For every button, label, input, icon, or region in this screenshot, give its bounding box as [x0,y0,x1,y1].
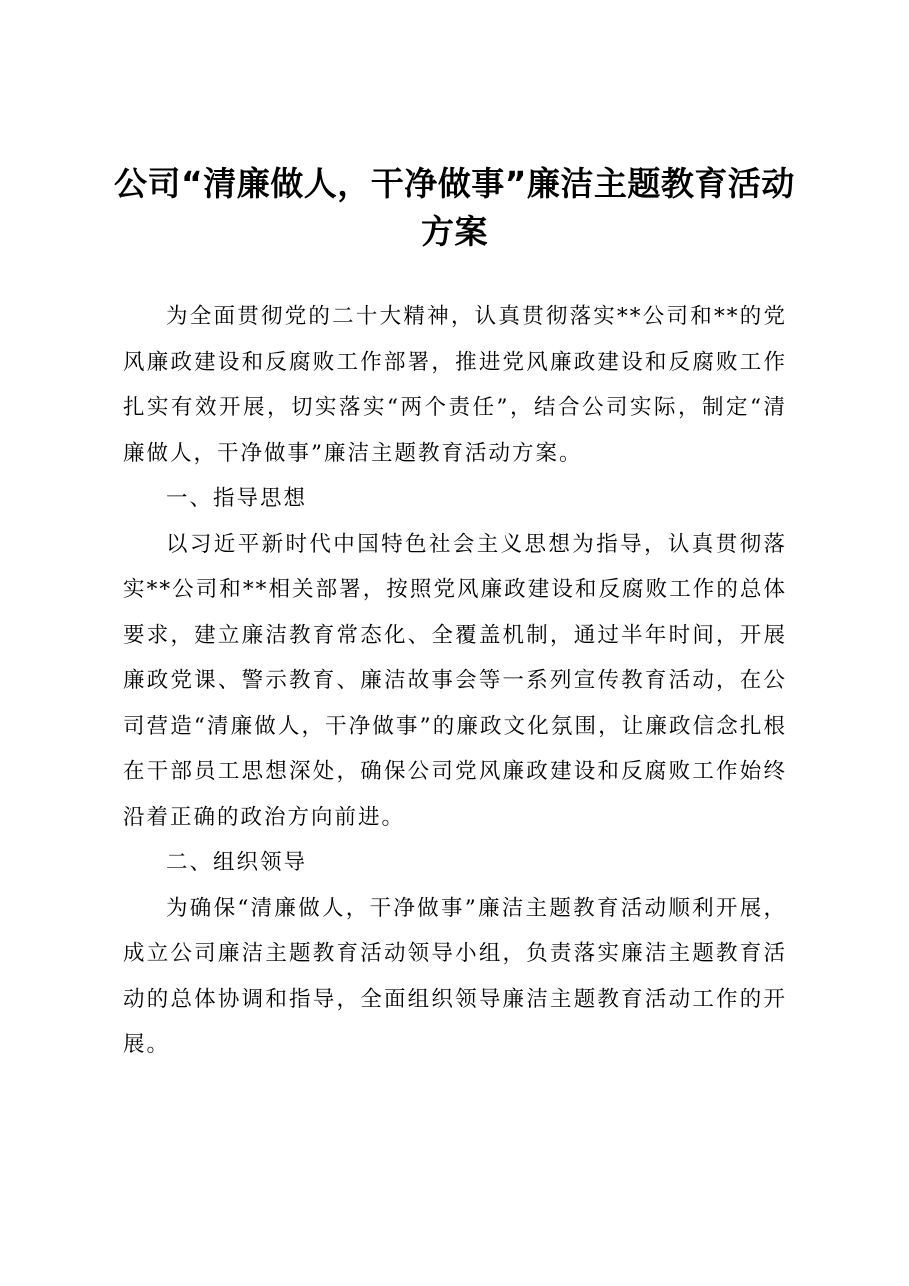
section-heading-organization: 二、组织领导 [166,850,308,875]
document-title: 公司“清廉做人，干净做事”廉洁主题教育活动方案 [114,164,795,251]
section-heading-guiding-ideology: 一、指导思想 [166,486,308,511]
intro-paragraph: 为全面贯彻党的二十大精神，认真贯彻落实**公司和**的党风廉政建设和反腐败工作部署，推进党风廉政建设和反腐败工作扎实有效开展，切实落实“两个责任”，结合公司实际，制定“清廉做人，干净做事”廉洁主题教育活动方案。 [123,304,787,466]
guiding-ideology-paragraph: 以习近平新时代中国特色社会主义思想为指导，认真贯彻落实**公司和**相关部署，按照党风廉政建设和反腐败工作的总体要求，建立廉洁教育常态化、全覆盖机制，通过半年时间，开展廉政党课、警示教育、廉洁故事会等一系列宣传教育活动，在公司营造“清廉做人，干净做事”的廉政文化氛围，让廉政信念扎根在干部员工思想深处，确保公司党风廉政建设和反腐败工作始终沿着正确的政治方向前进。 [123,531,787,830]
document-body [123,294,787,1068]
organization-paragraph: 为确保“清廉做人，干净做事”廉洁主题教育活动顺利开展，成立公司廉洁主题教育活动领导小组，负责落实廉洁主题教育活动的总体协调和指导，全面组织领导廉洁主题教育活动工作的开展。 [123,895,787,1057]
